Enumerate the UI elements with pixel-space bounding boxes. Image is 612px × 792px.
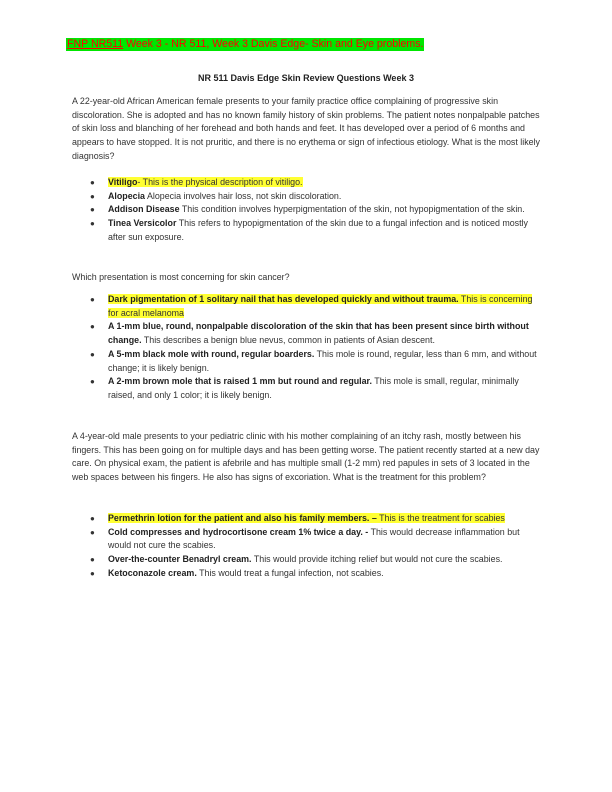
bullet-icon: ● xyxy=(90,205,95,215)
option-explanation: This would treat a fungal infection, not scabies. xyxy=(196,567,384,578)
bullet-icon: ● xyxy=(90,349,95,359)
bullet-icon: ● xyxy=(90,295,95,304)
option-explanation: This refers to hypopigmentation of the skin due to a fungal infection and is noticed mostly after sun exposure. xyxy=(108,218,528,242)
bullet-icon: ● xyxy=(90,219,95,229)
question-2-stem: Which presentation is most concerning for skin cancer? xyxy=(72,272,290,282)
option-explanation: This is concerning for acral melanoma xyxy=(108,294,533,318)
option-term: Alopecia xyxy=(108,190,145,201)
bullet-icon: ● xyxy=(90,322,95,332)
banner-text: Week 3 - NR 511, Week 3 Davis Edge- Skin and Eye problems. xyxy=(123,38,424,50)
option-explanation: This mole is small, regular, minimally raised, and only 1 color; it is likely benign. xyxy=(108,376,519,400)
option-term: Cold compresses and hydrocortisone cream 1% twice a day. - xyxy=(108,526,369,537)
list-item xyxy=(72,512,542,526)
document-title: NR 511 Davis Edge Skin Review Questions Week 3 xyxy=(198,73,414,83)
option-term: A 5-mm black mole with round, regular boarders. xyxy=(108,348,315,359)
answer-highlight xyxy=(108,177,303,187)
option-term: Over-the-counter Benadryl cream. xyxy=(108,554,252,565)
question-3-options xyxy=(72,512,542,581)
bullet-icon: ● xyxy=(90,527,95,537)
option-explanation: This mole is round, regular, less than 6 mm, and without change; it is likely benign. xyxy=(108,348,537,373)
option-explanation: This condition involves hyperpigmentation of the skin, not hypopigmentation of the skin. xyxy=(179,204,525,215)
list-item xyxy=(72,375,542,402)
option-term: Addison Disease xyxy=(108,204,180,215)
bullet-icon: ● xyxy=(90,191,95,201)
option-explanation: This describes a benign blue nevus, common in patients of Asian descent. xyxy=(141,335,435,346)
question-2-options xyxy=(72,293,542,403)
option-term: A 2-mm brown mole that is raised 1 mm but round and regular. xyxy=(108,376,372,387)
list-item xyxy=(72,176,542,190)
option-term: Vitiligo xyxy=(108,177,138,187)
list-item xyxy=(72,567,542,581)
header-banner xyxy=(66,38,424,51)
answer-highlight xyxy=(108,294,532,318)
question-1-stem: A 22-year-old African American female presents to your family practice office complaining of progressive skin discoloration. She is adopted and has no known family history of skin problems. The patient notes nonpalpable patches of skin loss and blanching of her forehead and both hands and feet. It has developed over a period of 6 months and appears to have stopped. It is not pruritic, and there is no erythema or sign of infectious etiology. What is the most likely diagnosis? xyxy=(72,96,540,161)
option-explanation: This is the treatment for scabies xyxy=(376,513,505,523)
option-term: Tinea Versicolor xyxy=(108,218,177,229)
list-item xyxy=(72,203,542,217)
option-explanation: - This is the physical description of vitiligo. xyxy=(137,177,303,187)
list-item xyxy=(72,190,542,204)
question-3-stem: A 4-year-old male presents to your pediatric clinic with his mother complaining of an itchy rash, mostly between his fingers. This has been going on for multiple days and has been getting worse. The patient recently started at a new day care. On physical exam, the patient is afebrile and has multiple small (1-2 mm) red papules in sets of 3 located in the web spaces between his fingers. He also has signs of excoriation. What is the treatment for this problem? xyxy=(72,431,540,483)
bullet-icon: ● xyxy=(90,377,95,387)
list-item xyxy=(72,320,542,347)
list-item xyxy=(72,217,542,244)
option-term: A 1-mm blue, round, nonpalpable discoloration of the skin that has been present since birth without change. xyxy=(108,321,529,346)
bullet-icon: ● xyxy=(90,555,95,565)
answer-highlight xyxy=(108,513,505,523)
bullet-icon: ● xyxy=(90,514,95,523)
list-item xyxy=(72,293,542,320)
bullet-icon: ● xyxy=(90,568,95,578)
option-term: Permethrin lotion for the patient and also his family members. – xyxy=(108,513,377,523)
option-term: Dark pigmentation of 1 solitary nail that has developed quickly and without trauma. xyxy=(108,294,459,304)
option-explanation: This would provide itching relief but would not cure the scabies. xyxy=(251,554,503,565)
option-explanation: This would decrease inflammation but would not cure the scabies. xyxy=(108,526,520,551)
option-explanation: Alopecia involves hair loss, not skin discoloration. xyxy=(145,190,342,201)
bullet-icon: ● xyxy=(90,178,95,187)
list-item xyxy=(72,348,542,375)
list-item xyxy=(72,526,542,553)
question-1-options xyxy=(72,176,542,245)
option-term: Ketoconazole cream. xyxy=(108,567,197,578)
list-item xyxy=(72,553,542,567)
banner-link[interactable]: FNP NR511 xyxy=(67,38,124,50)
